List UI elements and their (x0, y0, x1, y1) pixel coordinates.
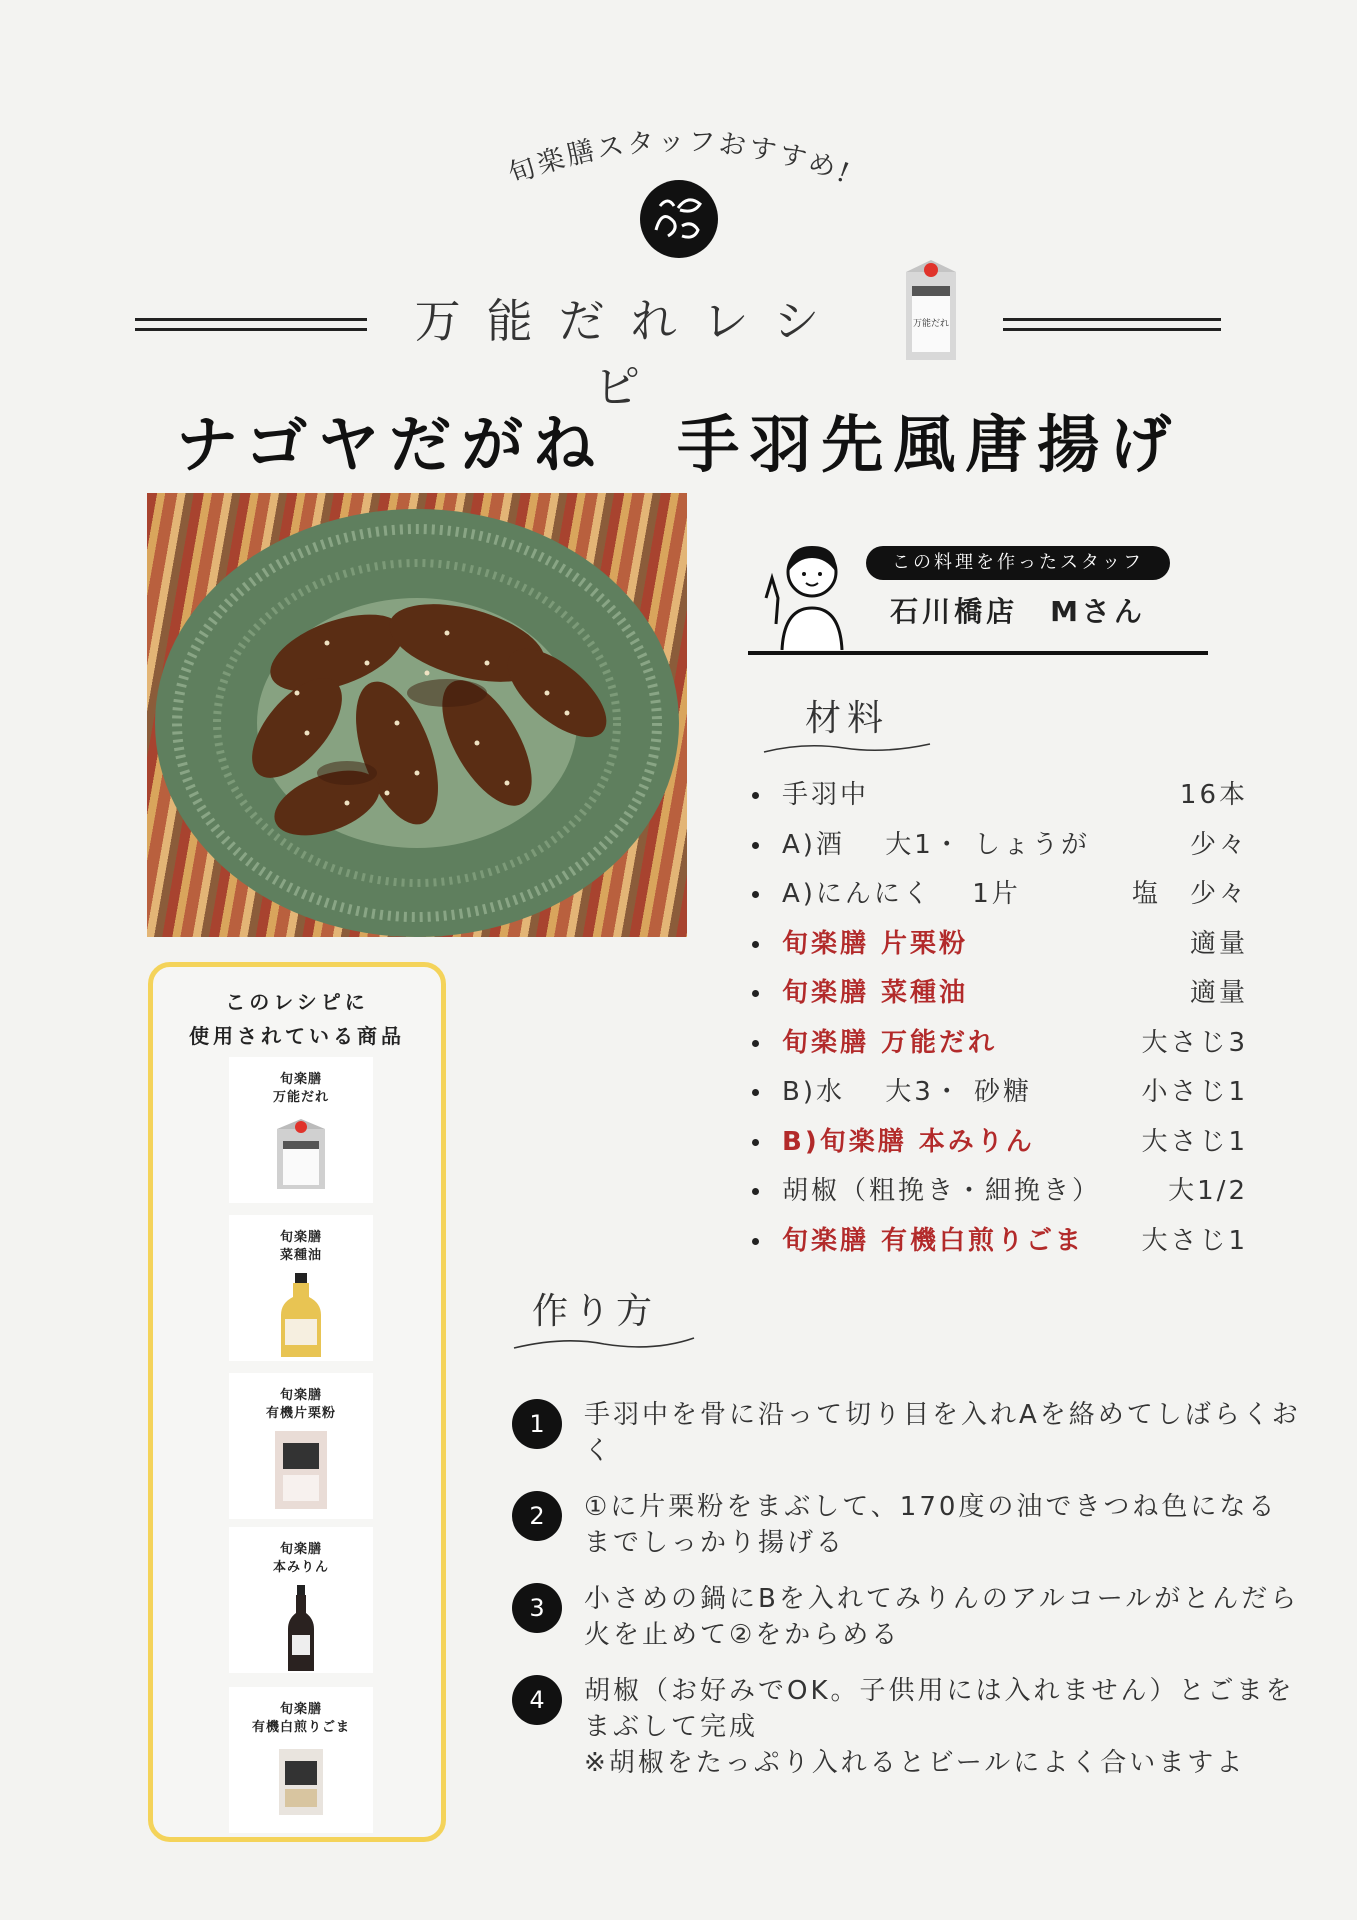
oil-bottle-icon (271, 1273, 331, 1359)
product-card[interactable] (229, 1527, 373, 1673)
sauce-carton-image (902, 256, 960, 364)
product-label: 旬楽膳 菜種油 (279, 1230, 322, 1263)
step-text: 小さめの鍋にBを入れてみりんのアルコールがとんだら火を止めて②をからめる (584, 1584, 1300, 1650)
ingredient-item (748, 1072, 1248, 1122)
product-label: 旬楽膳 有機白煎りごま (251, 1702, 350, 1735)
ingredient-item (748, 973, 1248, 1023)
product-card[interactable] (229, 1057, 373, 1203)
method-step (512, 1673, 1302, 1793)
ingredient-qty: 塩 少々 (1131, 879, 1248, 909)
ingredients-heading: 材料 (805, 698, 890, 739)
method-heading-flourish (512, 1332, 697, 1354)
ingredient-name: 旬楽膳 菜種油 (782, 978, 969, 1008)
method-heading: 作り方 (532, 1291, 659, 1332)
ingredient-name: 旬楽膳 有機白煎りごま (782, 1225, 1085, 1256)
product-card[interactable] (229, 1373, 373, 1519)
ingredient-item (748, 825, 1248, 875)
sesame-bag-icon (271, 1745, 331, 1821)
ingredient-qty: 大さじ3 (1141, 1027, 1248, 1058)
brand-logo-icon (638, 178, 720, 260)
product-card[interactable] (229, 1687, 373, 1833)
method-step (512, 1581, 1302, 1661)
product-label: 旬楽膳 本みりん (272, 1542, 329, 1575)
ingredient-item (748, 874, 1248, 924)
mirin-bottle-icon (271, 1585, 331, 1671)
staff-underline (748, 651, 1208, 655)
ingredient-name: 旬楽膳 万能だれ (782, 1027, 998, 1058)
ingredient-item (748, 775, 1248, 825)
recipe-subtitle: 万能だれレシピ (414, 294, 846, 414)
products-heading: このレシピに 使用されている商品 (189, 990, 405, 1048)
ingredient-name: A)酒 大1・ しょうが (782, 829, 1091, 860)
header-rule-right-top (1003, 318, 1221, 321)
ingredient-item (748, 1221, 1248, 1271)
method-step (512, 1489, 1302, 1569)
ingredients-list (748, 775, 1248, 1270)
product-label: 旬楽膳 万能だれ (272, 1072, 329, 1105)
products-panel (148, 962, 446, 1842)
ingredient-name: 胡椒（粗挽き・細挽き） (782, 1176, 1102, 1206)
ingredient-item (748, 1122, 1248, 1172)
ingredient-qty: 小さじ1 (1141, 1077, 1248, 1107)
ingredient-item (748, 1171, 1248, 1221)
ingredient-qty: 大1/2 (1168, 1176, 1248, 1206)
step-text: 胡椒（お好みでOK。子供用には入れません）とごまをまぶして完成 ※胡椒をたっぷり入れるとビールによく合いますよ (584, 1676, 1295, 1778)
ingredient-item (748, 1023, 1248, 1073)
ingredient-qty: 16本 (1179, 780, 1248, 810)
method-step (512, 1397, 1302, 1477)
ingredient-qty: 適量 (1189, 978, 1248, 1008)
step-number: 4 (512, 1675, 562, 1725)
ingredient-qty: 少々 (1189, 829, 1248, 860)
staff-avatar-icon (752, 538, 862, 650)
step-number: 1 (512, 1399, 562, 1449)
staff-label-pill: この料理を作ったスタッフ (866, 546, 1170, 580)
ingredient-qty: 大さじ1 (1141, 1126, 1248, 1157)
ingredient-name: B)旬楽膳 本みりん (782, 1126, 1035, 1157)
header-rule-left-top (135, 318, 367, 321)
staff-name: 石川橋店 Mさん (890, 595, 1146, 628)
ingredient-name: A)にんにく 1片 (782, 879, 1021, 909)
product-label: 旬楽膳 有機片栗粉 (265, 1388, 336, 1421)
ingredient-name: 旬楽膳 片栗粉 (782, 928, 969, 959)
carton-label: 万能だれ (912, 319, 950, 329)
header-rule-left-bottom (135, 328, 367, 331)
sauce-carton-icon (271, 1115, 331, 1191)
step-text: ①に片栗粉をまぶして、170度の油できつね色になるまでしっかり揚げる (584, 1492, 1278, 1558)
ingredient-item (748, 924, 1248, 974)
ingredient-qty: 適量 (1189, 928, 1248, 959)
svg-text:旬楽膳スタッフおすすめ!: 旬楽膳スタッフおすすめ! (503, 126, 857, 191)
product-card[interactable] (229, 1215, 373, 1361)
ingredient-name: 手羽中 (782, 780, 870, 810)
recipe-title: ナゴヤだがね 手羽先風唐揚げ (175, 408, 1182, 481)
dish-photo (147, 493, 687, 937)
starch-bag-icon (271, 1431, 331, 1511)
ingredient-name: B)水 大3・ 砂糖 (782, 1077, 1033, 1107)
ingredient-qty: 大さじ1 (1141, 1225, 1248, 1256)
header-rule-right-bottom (1003, 328, 1221, 331)
step-number: 3 (512, 1583, 562, 1633)
step-number: 2 (512, 1491, 562, 1541)
step-text: 手羽中を骨に沿って切り目を入れAを絡めてしばらくおく (584, 1400, 1301, 1466)
ingredients-heading-flourish (762, 738, 932, 760)
